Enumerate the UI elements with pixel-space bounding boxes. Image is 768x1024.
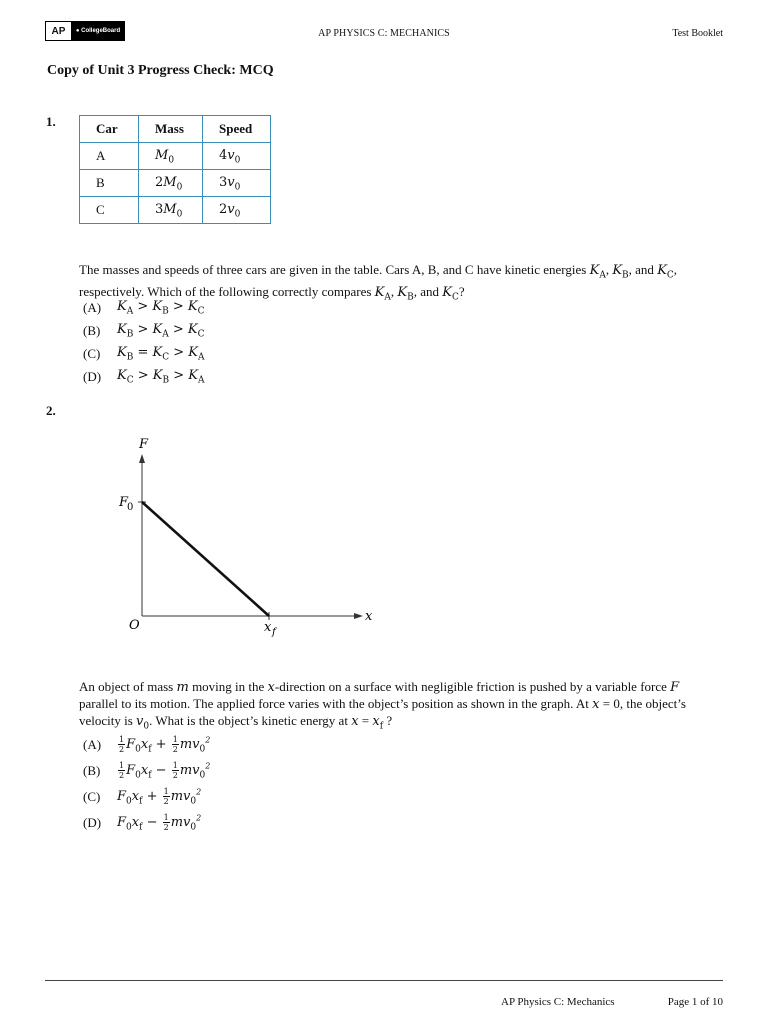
q2-option-a[interactable] — [83, 732, 210, 757]
y-axis-label: F — [139, 437, 149, 452]
stem-text: moving in the — [192, 679, 265, 694]
option-expression: $K_B > K_A > K_C$ — [117, 322, 205, 340]
option-expression: $F_0x_f$ + $\frac{1}{2}$ $mv_0^2$ — [117, 786, 202, 807]
car-table — [79, 115, 271, 224]
speed-coef: 2 — [219, 201, 228, 217]
table-row — [80, 143, 271, 170]
question-2-number: 2. — [46, 403, 56, 418]
x-axis-arrow-icon — [354, 613, 363, 619]
table-cell-speed: $2v_0$ — [203, 197, 271, 224]
table-header: Speed — [203, 116, 271, 143]
acorn-icon: ● — [75, 28, 82, 34]
footer-page-number: Page 1 of 10 — [667, 996, 723, 1008]
q2-option-b[interactable] — [83, 758, 210, 783]
footer-course: AP Physics C: Mechanics — [501, 996, 615, 1008]
stem-text: An object of mass — [79, 679, 174, 694]
question-2-stem: An object of mass m moving in the x-direction on a surface with negligible friction is pushed by a variable force F parallel to its motion. The applied force varies with the object’s position as shown in the graph. At x = 0, the object’s velocity is $v_0$. What is the object’s kinetic energy at $x = x_f$ ? — [79, 679, 686, 732]
force-position-graph — [105, 430, 385, 645]
page-title: Copy of Unit 3 Progress Check: MCQ — [47, 63, 274, 78]
option-expression: $K_A > K_B > K_C$ — [117, 299, 205, 317]
ap-logo-mark: AP — [46, 22, 72, 40]
origin-label: O — [129, 618, 140, 633]
table-cell-mass: $M_0$ — [139, 143, 203, 170]
option-expression: $\frac{1}{2}$ $F_0x_f$ + $\frac{1}{2}$ $mv_0^2$ — [119, 734, 211, 755]
q1-option-d[interactable] — [83, 366, 204, 388]
x-intercept-label: x — [264, 620, 272, 635]
y-intercept-subscript: 0 — [127, 502, 134, 513]
q2-option-d[interactable] — [83, 810, 201, 835]
footer-divider — [45, 980, 723, 981]
option-label: (B) — [83, 323, 101, 338]
table-header: Mass — [139, 116, 203, 143]
speed-coef: 4 — [219, 147, 228, 163]
x-axis-label: x — [365, 609, 373, 624]
option-label: (C) — [83, 346, 101, 361]
q1-option-c[interactable] — [83, 343, 204, 365]
stem-text: have kinetic energies — [476, 262, 587, 277]
option-expression: $K_C > K_B > K_A$ — [117, 368, 205, 386]
x-intercept-subscript: f — [272, 627, 276, 638]
option-expression: $K_B = K_C > K_A$ — [117, 345, 205, 363]
table-cell-car: C — [80, 197, 139, 224]
option-label: (A) — [83, 736, 102, 752]
option-label: (D) — [83, 814, 102, 830]
stem-text: , the object’s velocity is — [79, 696, 686, 728]
header-booklet-label: Test Booklet — [672, 28, 723, 39]
q2-option-c[interactable] — [83, 784, 201, 809]
table-cell-speed: $3v_0$ — [203, 170, 271, 197]
header-title: AP PHYSICS C: MECHANICS — [318, 28, 450, 39]
table-cell-car: A — [80, 143, 139, 170]
table-header: Car — [80, 116, 139, 143]
stem-text: . What is the object’s kinetic energy at — [149, 713, 348, 728]
table-cell-speed: $4v_0$ — [203, 143, 271, 170]
mass-coef: 3 — [155, 201, 164, 217]
table-cell-mass: $2M_0$ — [139, 170, 203, 197]
option-label: (C) — [83, 788, 101, 804]
table-row — [80, 197, 271, 224]
option-label: (A) — [83, 300, 102, 315]
q1-option-b[interactable] — [83, 320, 204, 342]
table-header-row — [80, 116, 271, 143]
graph-svg — [105, 430, 385, 645]
q1-option-a[interactable] — [83, 297, 204, 319]
option-expression: $F_0x_f$ − $\frac{1}{2}$ $mv_0^2$ — [117, 812, 202, 833]
y-intercept-label: F — [119, 495, 129, 510]
collegeboard-label: CollegeBoard — [81, 28, 121, 34]
force-line — [142, 502, 269, 616]
stem-text: respectively. Which of the following correctly compares — [79, 283, 372, 299]
option-label: (B) — [83, 762, 101, 778]
table-cell-mass: $3M_0$ — [139, 197, 203, 224]
question-1-stem: The masses and speeds of three cars are given in the table. Cars A, B, and C have kinetic energies $K_A$, $K_B$, and $K_C$, respectively. Which of the following correctly compares $K_A$, $K_B$, and $K_C$? — [79, 262, 678, 303]
option-expression: $\frac{1}{2}$ $F_0x_f$ − $\frac{1}{2}$ $mv_0^2$ — [119, 760, 211, 781]
option-label: (D) — [83, 369, 102, 384]
question-1-number: 1. — [46, 114, 56, 129]
table-row — [80, 170, 271, 197]
table-cell-car: B — [80, 170, 139, 197]
stem-text: The masses and speeds of three cars are given in the table. Cars — [79, 262, 410, 277]
y-axis-arrow-icon — [139, 454, 145, 463]
speed-coef: 3 — [219, 174, 228, 190]
stem-text: -direction on a surface with negligible friction is pushed by a variable force — [274, 679, 667, 694]
stem-text: parallel to its motion. The applied force varies with the object’s position as shown in the graph. At — [79, 696, 589, 711]
mass-coef: 2 — [155, 174, 164, 190]
